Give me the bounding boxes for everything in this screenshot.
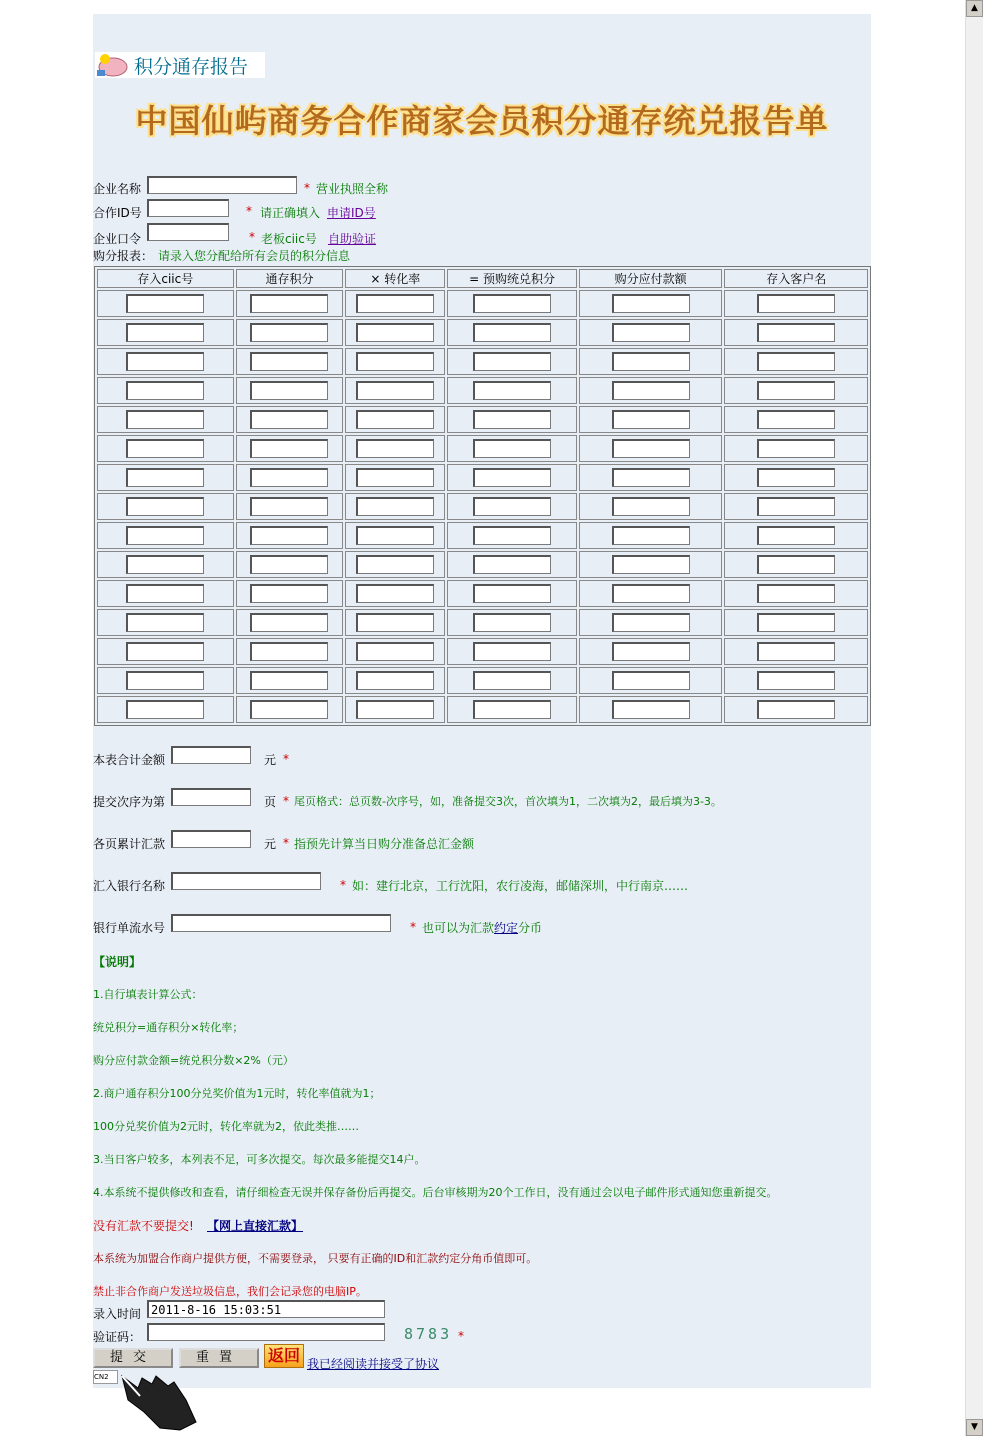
table-cell <box>236 406 344 433</box>
logo-text: 积分通存报告 <box>134 56 249 78</box>
column-header: 存入ciic号 <box>97 269 234 288</box>
table-cell <box>579 667 723 694</box>
table-cell <box>236 464 344 491</box>
company-name-hint: 营业执照全称 <box>316 182 389 196</box>
table-cell-input[interactable] <box>612 410 690 429</box>
table-cell <box>236 493 344 520</box>
table-cell <box>97 290 234 317</box>
table-cell <box>97 493 234 520</box>
note-line: 本系统为加盟合作商户提供方便，不需要登录， 只要有正确的ID和汇款约定分角币值即可。 <box>93 1252 538 1265</box>
table-cell-input[interactable] <box>612 700 690 719</box>
page-order-hint: 尾页格式：总页数-次序号，如，准备提交3次，首次填为1，二次填为2，最后填为3-3。 <box>294 795 722 808</box>
entry-time-label: 录入时间 <box>93 1307 142 1321</box>
table-cell <box>447 551 577 578</box>
note-line: 2.商户通存积分100分兑奖价值为1元时，转化率值就为1； <box>93 1087 381 1100</box>
table-cell <box>724 551 868 578</box>
table-row <box>97 435 868 462</box>
table-cell-input[interactable] <box>757 642 835 661</box>
table-cell-input[interactable] <box>473 642 551 661</box>
table-cell-input[interactable] <box>473 555 551 574</box>
online-payment-link[interactable]: 【网上直接汇款】 <box>207 1219 304 1233</box>
table-cell <box>447 493 577 520</box>
table-cell-input[interactable] <box>612 381 690 400</box>
column-header: = 预购统兑积分 <box>447 269 577 288</box>
table-cell <box>579 290 723 317</box>
table-cell-input[interactable] <box>356 613 434 632</box>
table-cell-input[interactable] <box>250 584 328 603</box>
table-cell-input[interactable] <box>250 700 328 719</box>
table-cell-input[interactable] <box>126 294 204 313</box>
table-cell <box>236 638 344 665</box>
hand-pointer-icon <box>118 1370 200 1432</box>
table-cell-input[interactable] <box>612 497 690 516</box>
table-cell-input[interactable] <box>757 613 835 632</box>
table-cell <box>447 464 577 491</box>
table-cell <box>579 435 723 462</box>
table-cell-input[interactable] <box>356 642 434 661</box>
scroll-up-icon[interactable]: ▲ <box>966 0 983 17</box>
table-cell <box>236 377 344 404</box>
table-cell-input[interactable] <box>473 671 551 690</box>
report-label: 购分报表： <box>93 249 154 263</box>
table-cell-input[interactable] <box>473 468 551 487</box>
table-cell-input[interactable] <box>250 671 328 690</box>
company-name-label: 企业名称 <box>93 182 142 196</box>
table-cell <box>97 580 234 607</box>
table-row <box>97 406 868 433</box>
table-cell <box>236 290 344 317</box>
partner-id-hint: 请正确填入 <box>260 206 321 220</box>
table-cell-input[interactable] <box>356 352 434 371</box>
table-cell <box>447 319 577 346</box>
table-cell-input[interactable] <box>356 555 434 574</box>
table-cell-input[interactable] <box>473 352 551 371</box>
table-cell <box>447 406 577 433</box>
table-cell <box>97 435 234 462</box>
table-cell-input[interactable] <box>250 323 328 342</box>
table-cell <box>724 638 868 665</box>
table-cell <box>236 609 344 636</box>
cumulative-input[interactable] <box>171 830 251 848</box>
table-cell <box>579 638 723 665</box>
table-cell-input[interactable] <box>356 439 434 458</box>
table-cell-input[interactable] <box>126 613 204 632</box>
table-cell <box>724 464 868 491</box>
captcha-image: 8783 <box>404 1325 453 1343</box>
points-table <box>94 266 871 726</box>
column-header: 购分应付款额 <box>579 269 723 288</box>
table-cell-input[interactable] <box>126 468 204 487</box>
table-cell-input[interactable] <box>126 671 204 690</box>
partner-id-input[interactable] <box>147 199 229 217</box>
table-cell <box>447 696 577 723</box>
required-star: * <box>410 920 416 934</box>
table-cell-input[interactable] <box>126 323 204 342</box>
table-cell <box>345 464 445 491</box>
table-cell <box>724 696 868 723</box>
piggy-bank-icon <box>95 52 131 78</box>
table-cell-input[interactable] <box>473 584 551 603</box>
table-cell <box>724 435 868 462</box>
table-cell <box>724 522 868 549</box>
required-star: * <box>283 794 289 808</box>
table-cell-input[interactable] <box>473 526 551 545</box>
cumulative-label: 各页累计汇款 <box>93 837 166 851</box>
table-cell-input[interactable] <box>757 294 835 313</box>
table-row <box>97 667 868 694</box>
table-cell-input[interactable] <box>250 642 328 661</box>
vertical-scrollbar[interactable] <box>965 0 983 1436</box>
table-cell <box>724 348 868 375</box>
captcha-input[interactable] <box>147 1323 385 1341</box>
self-verify-link[interactable]: 自助验证 <box>328 232 377 246</box>
note-line: 4.本系统不提供修改和查看，请仔细检查无误并保存备份后再提交。后台审核期为20个工作日，没有通过会以电子邮件形式通知您重新提交。 <box>93 1186 778 1199</box>
agree-terms-link[interactable]: 我已经阅读并接受了协议 <box>307 1357 440 1371</box>
table-cell <box>236 435 344 462</box>
table-cell-input[interactable] <box>612 671 690 690</box>
table-cell-input[interactable] <box>612 526 690 545</box>
page-order-unit: 页 <box>264 795 277 809</box>
table-cell <box>447 377 577 404</box>
required-star: * <box>304 181 310 195</box>
cnzz-badge[interactable]: CN2 <box>93 1370 118 1384</box>
table-cell <box>579 377 723 404</box>
company-password-label: 企业口令 <box>93 232 142 246</box>
bank-serial-label: 银行单流水号 <box>93 921 166 935</box>
required-star: * <box>283 752 289 766</box>
table-cell <box>724 609 868 636</box>
bank-name-label: 汇入银行名称 <box>93 879 166 893</box>
apply-id-link[interactable]: 申请ID号 <box>327 206 376 220</box>
table-cell <box>345 667 445 694</box>
no-payment-warning: 没有汇款不要提交! <box>93 1219 194 1233</box>
table-cell <box>97 377 234 404</box>
table-cell <box>447 348 577 375</box>
table-cell-input[interactable] <box>473 439 551 458</box>
table-cell <box>345 493 445 520</box>
table-cell-input[interactable] <box>356 468 434 487</box>
note-line: 3.当日客户较多，本列表不足，可多次提交。每次最多能提交14户。 <box>93 1153 426 1166</box>
table-cell <box>97 609 234 636</box>
page-title: 中国仙屿商务合作商家会员积分通存统兑报告单 <box>135 102 829 140</box>
table-row <box>97 290 868 317</box>
required-star: * <box>283 836 289 850</box>
note-line: 购分应付款金额=统兑积分数×2%（元） <box>93 1054 294 1067</box>
table-cell-input[interactable] <box>356 410 434 429</box>
table-cell <box>97 667 234 694</box>
table-cell-input[interactable] <box>250 410 328 429</box>
table-cell <box>579 319 723 346</box>
table-cell <box>724 580 868 607</box>
scroll-down-icon[interactable]: ▼ <box>966 1419 983 1436</box>
column-header: 存入客户名 <box>724 269 868 288</box>
table-cell <box>345 551 445 578</box>
table-cell-input[interactable] <box>473 613 551 632</box>
table-cell-input[interactable] <box>612 584 690 603</box>
table-cell-input[interactable] <box>757 352 835 371</box>
table-cell-input[interactable] <box>250 468 328 487</box>
required-star: * <box>458 1329 464 1343</box>
table-cell <box>345 580 445 607</box>
table-cell <box>447 609 577 636</box>
bank-name-hint: 如：建行北京，工行沈阳，农行凌海，邮储深圳，中行南京…… <box>352 879 689 893</box>
table-cell <box>345 696 445 723</box>
table-cell-input[interactable] <box>473 700 551 719</box>
table-row <box>97 377 868 404</box>
bank-name-input[interactable] <box>171 872 321 890</box>
table-cell-input[interactable] <box>612 439 690 458</box>
table-cell-input[interactable] <box>126 526 204 545</box>
table-cell-input[interactable] <box>356 671 434 690</box>
table-cell <box>97 319 234 346</box>
page-order-label: 提交次序为第 <box>93 795 166 809</box>
table-cell-input[interactable] <box>612 468 690 487</box>
table-cell <box>345 638 445 665</box>
table-cell <box>579 551 723 578</box>
table-cell-input[interactable] <box>473 294 551 313</box>
table-cell-input[interactable] <box>473 497 551 516</box>
report-hint: 请录入您分配给所有会员的积分信息 <box>158 249 351 263</box>
note-line: 100分兑奖价值为2元时，转化率就为2，依此类推…… <box>93 1120 359 1133</box>
table-cell-input[interactable] <box>612 323 690 342</box>
entry-time-input[interactable] <box>147 1300 385 1318</box>
captcha-label: 验证码： <box>93 1330 142 1344</box>
table-cell <box>345 290 445 317</box>
table-cell-input[interactable] <box>356 323 434 342</box>
table-cell-input[interactable] <box>612 555 690 574</box>
table-cell <box>447 580 577 607</box>
table-cell-input[interactable] <box>126 352 204 371</box>
table-row <box>97 638 868 665</box>
table-cell-input[interactable] <box>126 381 204 400</box>
table-cell-input[interactable] <box>757 468 835 487</box>
table-cell <box>579 696 723 723</box>
cumulative-unit: 元 <box>264 837 277 851</box>
table-cell-input[interactable] <box>126 439 204 458</box>
table-cell <box>97 348 234 375</box>
total-amount-unit: 元 <box>264 753 277 767</box>
table-cell <box>97 696 234 723</box>
cumulative-hint: 指预先计算当日购分准备总汇金额 <box>294 837 475 851</box>
table-cell-input[interactable] <box>250 526 328 545</box>
bank-serial-hint: 也可以为汇款约定分币 <box>422 921 543 935</box>
table-cell-input[interactable] <box>757 323 835 342</box>
table-cell <box>579 406 723 433</box>
company-password-hint: 老板ciic号 <box>261 232 317 246</box>
table-cell <box>579 522 723 549</box>
table-cell <box>724 319 868 346</box>
table-cell <box>345 435 445 462</box>
table-cell <box>447 638 577 665</box>
column-header: 通存积分 <box>236 269 344 288</box>
table-cell-input[interactable] <box>250 294 328 313</box>
table-cell-input[interactable] <box>250 613 328 632</box>
table-cell-input[interactable] <box>126 555 204 574</box>
table-cell-input[interactable] <box>126 642 204 661</box>
table-row <box>97 522 868 549</box>
table-cell-input[interactable] <box>250 352 328 371</box>
table-cell <box>97 638 234 665</box>
table-cell-input[interactable] <box>757 439 835 458</box>
table-cell-input[interactable] <box>757 671 835 690</box>
table-cell <box>447 522 577 549</box>
table-row <box>97 348 868 375</box>
partner-id-label: 合作ID号 <box>93 206 142 220</box>
table-cell-input[interactable] <box>126 584 204 603</box>
table-cell <box>579 580 723 607</box>
back-button[interactable]: 返回 <box>264 1344 304 1368</box>
table-cell <box>236 319 344 346</box>
table-row <box>97 319 868 346</box>
table-row <box>97 464 868 491</box>
table-cell-input[interactable] <box>757 410 835 429</box>
table-cell <box>724 290 868 317</box>
submit-button[interactable]: 提交 <box>93 1348 173 1368</box>
table-cell-input[interactable] <box>356 381 434 400</box>
table-cell-input[interactable] <box>757 555 835 574</box>
table-cell <box>236 580 344 607</box>
table-cell-input[interactable] <box>126 410 204 429</box>
table-cell <box>345 377 445 404</box>
table-cell <box>579 348 723 375</box>
table-row <box>97 551 868 578</box>
table-cell-input[interactable] <box>356 584 434 603</box>
table-cell <box>724 377 868 404</box>
table-cell <box>447 667 577 694</box>
note-line: 1.自行填表计算公式： <box>93 988 203 1001</box>
table-cell-input[interactable] <box>757 381 835 400</box>
table-row <box>97 580 868 607</box>
notes-heading: 【说明】 <box>93 955 142 969</box>
table-cell <box>97 464 234 491</box>
table-cell-input[interactable] <box>250 497 328 516</box>
table-cell <box>345 609 445 636</box>
table-cell-input[interactable] <box>250 381 328 400</box>
table-cell-input[interactable] <box>473 381 551 400</box>
required-star: * <box>340 878 346 892</box>
table-cell <box>724 667 868 694</box>
required-star: * <box>249 230 255 244</box>
table-cell <box>447 290 577 317</box>
table-row <box>97 696 868 723</box>
table-cell <box>579 493 723 520</box>
table-row <box>97 493 868 520</box>
table-cell-input[interactable] <box>757 497 835 516</box>
table-cell <box>345 522 445 549</box>
table-cell-input[interactable] <box>612 613 690 632</box>
bank-serial-input[interactable] <box>171 914 391 932</box>
table-cell-input[interactable] <box>612 294 690 313</box>
table-cell <box>724 493 868 520</box>
column-header: × 转化率 <box>345 269 445 288</box>
table-cell-input[interactable] <box>126 700 204 719</box>
note-line: 统兑积分=通存积分×转化率； <box>93 1021 244 1034</box>
table-cell-input[interactable] <box>250 555 328 574</box>
table-cell <box>579 609 723 636</box>
spam-warning: 禁止非合作商户发送垃圾信息，我们会记录您的电脑IP。 <box>93 1285 367 1298</box>
table-cell <box>97 406 234 433</box>
table-cell <box>345 348 445 375</box>
table-cell <box>97 551 234 578</box>
table-cell <box>236 551 344 578</box>
table-cell <box>345 319 445 346</box>
agreement-link[interactable]: 约定 <box>494 921 519 935</box>
table-cell <box>236 348 344 375</box>
total-amount-input[interactable] <box>171 746 251 764</box>
page-order-input[interactable] <box>171 788 251 806</box>
table-cell <box>579 464 723 491</box>
table-cell <box>236 667 344 694</box>
table-cell-input[interactable] <box>356 294 434 313</box>
table-cell-input[interactable] <box>356 497 434 516</box>
reset-button[interactable]: 重置 <box>179 1348 259 1368</box>
total-amount-label: 本表合计金额 <box>93 753 166 767</box>
table-cell-input[interactable] <box>250 439 328 458</box>
company-name-input[interactable] <box>147 176 297 194</box>
table-cell-input[interactable] <box>356 526 434 545</box>
table-cell <box>236 522 344 549</box>
table-cell <box>345 406 445 433</box>
table-cell-input[interactable] <box>126 497 204 516</box>
table-cell-input[interactable] <box>612 642 690 661</box>
table-cell-input[interactable] <box>473 323 551 342</box>
table-cell-input[interactable] <box>473 410 551 429</box>
table-cell <box>447 435 577 462</box>
table-cell-input[interactable] <box>757 584 835 603</box>
company-password-input[interactable] <box>147 223 229 241</box>
table-cell-input[interactable] <box>757 700 835 719</box>
table-row <box>97 609 868 636</box>
table-cell <box>236 696 344 723</box>
required-star: * <box>246 204 252 218</box>
table-cell-input[interactable] <box>612 352 690 371</box>
table-cell-input[interactable] <box>356 700 434 719</box>
table-cell-input[interactable] <box>757 526 835 545</box>
table-cell <box>97 522 234 549</box>
table-cell <box>724 406 868 433</box>
table-header-row <box>97 269 868 288</box>
